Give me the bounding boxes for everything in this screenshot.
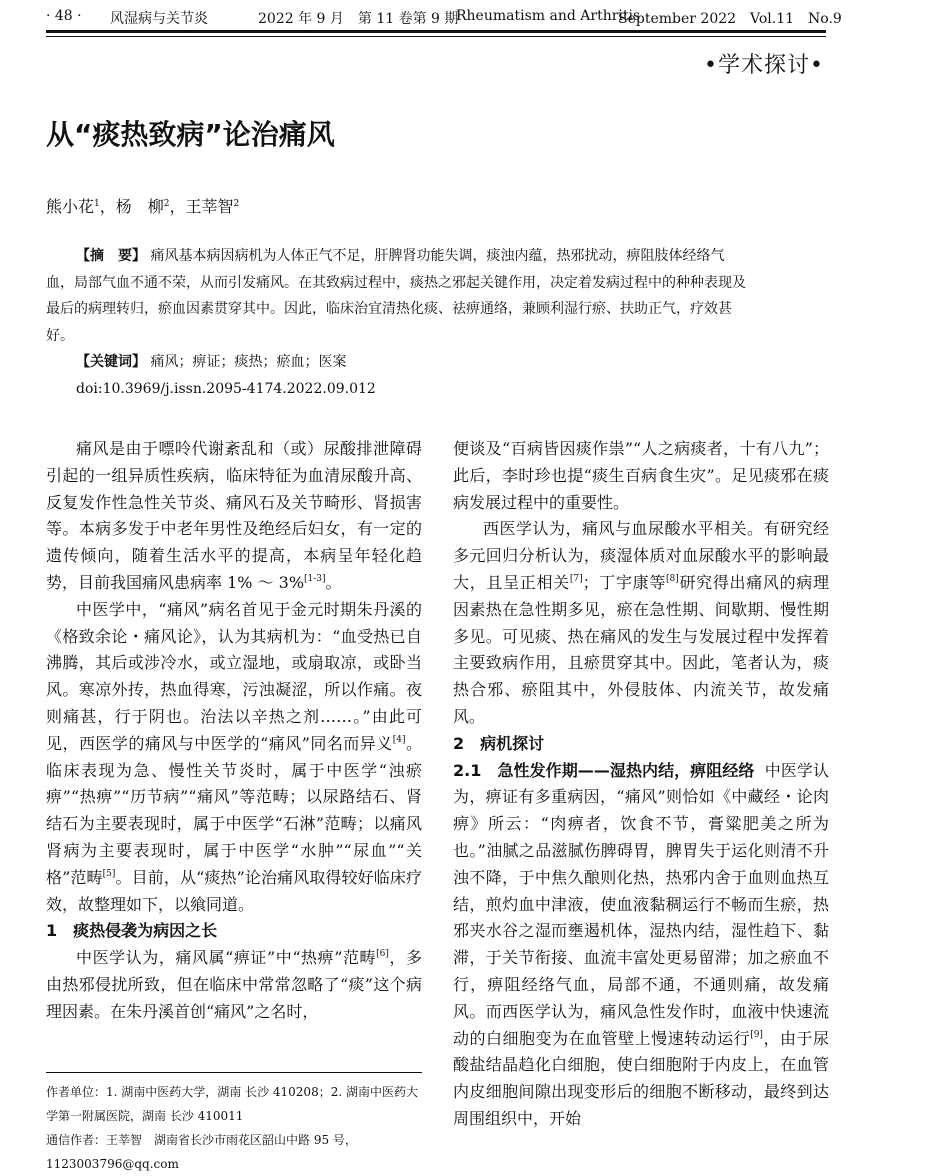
body-column-right xyxy=(453,436,829,1133)
paragraph xyxy=(453,516,829,730)
citation: [4] xyxy=(392,734,406,745)
paragraph-text: 西医学认为，痛风与血尿酸水平相关。有研究经多元回归分析认为，痰湿体质对血尿酸水平的影响最大，且呈正相关 xyxy=(453,519,829,592)
header-rule-thin xyxy=(46,36,826,37)
citation: [5] xyxy=(102,868,116,879)
paragraph xyxy=(453,758,829,1133)
footnote xyxy=(46,1080,426,1176)
paragraph-text: 。 xyxy=(325,572,342,592)
header-rule-thick xyxy=(46,30,826,33)
paragraph-text: 中医学中，“痛风”病名首见于金元时期朱丹溪的《格致余论・痛风论》，认为其病机为：“血受热已自沸腾，其后或涉冷水，或立湿地，或扇取凉，或卧当风。寒凉外抟，热血得寒，污浊凝涩，所以作痛。夜则痛甚，行于阴也。治法以辛热之剂……。”由此可见，西医学的痛风与中医学的“痛风”同名而异义 xyxy=(46,599,422,753)
article-title: 从“痰热致病”论治痛风 xyxy=(46,118,335,151)
author-affiliation-mark: 1 xyxy=(94,199,100,209)
paragraph-text: 中医学认为，痛风属“痹证”中“热痹”范畴 xyxy=(76,948,377,968)
running-header xyxy=(46,6,842,30)
author-affiliation-mark: 2 xyxy=(163,199,170,209)
body-column-left xyxy=(46,436,422,1026)
paragraph-text: ，多由热邪侵扰所致，但在临床中常常忽略了“痰”这个病理因素。在朱丹溪首创“痛风”之名时， xyxy=(46,948,422,1021)
author-name: 王莘智 xyxy=(185,197,234,216)
paragraph xyxy=(46,945,422,1025)
paragraph-text: ；丁宇康等 xyxy=(582,572,667,592)
paragraph-text: 。目前，从“痰热”论治痛风取得较好临床疗效，故整理如下，以飨同道。 xyxy=(46,867,422,914)
journal-name-en: Rheumatism and Arthritis xyxy=(456,8,641,24)
doi: doi:10.3969/j.issn.2095-4174.2022.09.012 xyxy=(76,380,376,397)
section-heading: 2 病机探讨 xyxy=(453,733,545,753)
author-affiliations: 作者单位：1. 湖南中医药大学，湖南 长沙 410208；2. 湖南中医药大学第一附属医院，湖南 长沙 410011 xyxy=(46,1085,418,1123)
paragraph xyxy=(46,436,422,597)
abstract-label: 【摘 要】 xyxy=(76,248,146,264)
abstract-block xyxy=(46,243,746,402)
paragraph xyxy=(46,597,422,919)
author-name: 杨 柳 xyxy=(115,197,164,216)
journal-name-cn: 风湿病与关节炎 xyxy=(110,11,208,27)
paragraph-text: ，由于尿酸盐结晶趋化白细胞，使白细胞附于内皮上，在血管内皮细胞间隙出现变形后的细胞不断移动，最终到达周围组织中，开始 xyxy=(453,1028,829,1128)
paragraph-text: 研究得出痛风的病理因素热在急性期多见，瘀在急性期、间歇期、慢性期多见。可见痰、热在痛风的发生与发展过程中发挥着主要致病作用，且瘀贯穿其中。因此，笔者认为，痰热合邪、瘀阻其中，外侵肢体、内流关节，故发痛风。 xyxy=(453,572,829,726)
issue-info-cn: 2022 年 9 月 第 11 卷第 9 期 xyxy=(258,11,459,27)
issue-info-en: September 2022 Vol.11 No.9 xyxy=(618,11,842,27)
author-line: 熊小花$^1$，杨 柳$^2$，王莘智$^2$ xyxy=(46,197,240,216)
author-name: 熊小花 xyxy=(46,197,95,216)
paragraph-text: 。临床表现为急、慢性关节炎时，属于中医学“浊瘀痹”“热痹”“历节病”“痛风”等范畴；以尿路结石、肾结石为主要表现时，属于中医学“石淋”范畴；以痛风肾病为主要表现时，属于中医学“水肿”“尿血”“关格”范畴 xyxy=(46,733,422,887)
correspondence-author: 通信作者：王莘智 湖南省长沙市雨花区韶山中路 95 号，1123003796@qq.com xyxy=(46,1133,357,1171)
keywords-label: 【关键词】 xyxy=(76,354,146,370)
citation: [6] xyxy=(376,949,389,960)
citation: [8] xyxy=(666,573,679,584)
paragraph-text: 中医学认为，痹证有多重病因，“痛风”则恰如《中藏经・论肉痹》所云：“肉痹者，饮食不节，膏粱肥美之所为也。”油腻之品滋腻伤脾碍胃，脾胃失于运化则清不升浊不降，于中焦久酿则化热，热邪内舍于血则血热互结，煎灼血中津液，使血液黏稠运行不畅而生瘀，热邪夹水谷之湿而壅遏机体，湿热内结，湿性趋下、黏滞，于关节衔接、血流丰富处更易留滞；加之瘀血不行，痹阻经络气血，局部不通，不通则痛，故发痛风。而西医学认为，痛风急性发作时，血液中快速流动的白细胞变为在血管壁上慢速转动运行 xyxy=(453,760,829,1048)
citation: [1-3] xyxy=(304,573,326,584)
footnote-rule xyxy=(46,1072,422,1073)
abstract-text: 痛风基本病因病机为人体正气不足，肝脾肾功能失调，痰浊内蕴，热邪扰动，痹阻肢体经络气血，局部气血不通不荣，从而引发痛风。在其致病过程中，痰热之邪起关键作用，决定着发病过程中的种种表现及最后的病理转归，瘀血因素贯穿其中。因此，临床治宜清热化痰、祛痹通络，兼顾利湿行瘀、扶助正气，疗效甚好。 xyxy=(46,248,746,344)
subsection-heading: 2.1 急性发作期——湿热内结，痹阻经络 xyxy=(453,760,755,780)
author-affiliation-mark: 2 xyxy=(233,199,240,209)
paragraph: 便谈及“百病皆因痰作祟”“人之病痰者，十有八九”；此后，李时珍也提“痰生百病食生灾”。足见痰邪在痰病发展过程中的重要性。 xyxy=(453,439,829,512)
keywords-text: 痛风；痹证；痰热；瘀血；医案 xyxy=(150,354,347,370)
citation: [9] xyxy=(750,1029,763,1040)
section-label: •学术探讨• xyxy=(704,53,824,78)
citation: [7] xyxy=(569,573,583,584)
page-number: · 48 · xyxy=(46,8,82,24)
section-heading: 1 痰热侵袭为病因之长 xyxy=(46,921,218,941)
paragraph-text: 痛风是由于嘌呤代谢紊乱和（或）尿酸排泄障碍引起的一组异质性疾病，临床特征为血清尿酸升高、反复发作性急性关节炎、痛风石及关节畸形、肾损害等。本病多发于中老年男性及绝经后妇女，有一定的遗传倾向，随着生活水平的提高，本病呈年轻化趋势，目前我国痛风患病率 1% ～ 3% xyxy=(46,439,422,592)
